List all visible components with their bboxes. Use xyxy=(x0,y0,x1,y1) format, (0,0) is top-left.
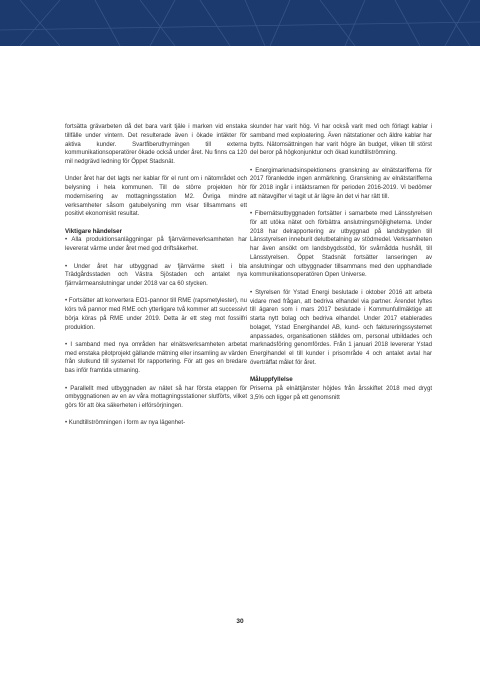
page-number: 30 xyxy=(236,618,244,625)
section-heading: Måluppfyllelse xyxy=(250,376,293,384)
paragraph: Under året har det lagts ner kablar för el runt om i nätområdet och belysning i hela kommunen. Till de större projekten hör modernisering av mottagningsstation M2. Övriga mindre verksamheter såsom gatubelysning mm visar tillsammans ett positivt ekonomiskt resultat. xyxy=(65,176,247,218)
right-column xyxy=(250,123,432,402)
bullet-item: • Under året har utbyggnad av fjärrvärme skett i bla Trädgårdsstaden och Västra Sjöstaden och antalet nya fjärrvärmeanslutningar under 2018 var ca 60 stycken. xyxy=(65,263,247,288)
left-column xyxy=(65,123,247,428)
bullet-item: • Energimarknadsinspektionens granskning av elnätstarifferna för 2017 föranledde ingen anmärkning. Granskning av elnätstarifferna för 2018 ingår i intäktsramen för perioden 2016-2019. Vi bedömer att nätavgifter vi tagit ut är lägre än det vi har rätt till. xyxy=(250,167,432,200)
bullet-item: • Styrelsen för Ystad Energi beslutade i oktober 2016 att arbeta vidare med frågan, att bedriva elhandel via partner. Ärendet lyftes till ägaren som i mars 2017 beslutade i Kommunfullmäktige att starta nytt bolag och bedriva elhandel. Under 2017 etablerades bolaget, Ystad Energihandel AB, kund- och faktureringssystemet anpassades, organisationen ställdes om, personal utbildades och marknadsföring genomfördes. Från 1 januari 2018 levererar Ystad Energihandel el till kunder i prisområde 4 och antalet avtal har överträffat målet för året. xyxy=(250,289,432,366)
bullet-item: • Parallellt med utbyggnaden av nätet så har första etappen för ombyggnationen av en av våra mottagningsstationer slutförts, vilket görs för att öka säkerheten i elförsörjningen. xyxy=(65,385,247,410)
header-banner xyxy=(0,0,480,46)
bullet-item: • Kundtillströmningen i form av nya lägenhet- xyxy=(65,420,186,427)
paragraph: Priserna på elnättjänster höjdes från årsskiftet 2018 med drygt 3,5% och ligger på ett genomsnitt xyxy=(250,385,432,401)
paragraph: fortsätta grävarbeten då det bara varit tjäle i marken vid enstaka tillfälle under vintern. Det resulterade även i ökade intäkter för aktiva kunder. Svartfiberuthyrningen till externa kommunikationsoperatörer ökade också under året. Nu finns ca 120 mil nedgrävd ledning för Öppet Stadsnät. xyxy=(65,124,247,165)
paragraph: skunder har varit hög. Vi har också varit med och förlagt kablar i samband med exploatering. Även nätstationer och äldre kablar har bytts. Nätomsättningen har varit högre än budget, vilken till störst del beror på högkonjunktur och ökad kundtillströmning. xyxy=(250,124,432,157)
bullet-item: • I samband med nya områden har elnätsverksamheten arbetat med enstaka pilotprojekt gällande mätning eller insamling av värden från slutkund till systemet för rapportering. För att ges en bredare bas inför framtida utmaning. xyxy=(65,341,247,375)
banner-pattern-icon xyxy=(0,0,480,46)
bullet-item: • Alla produktionsanläggningar på fjärrvärmeverksamheten har levererat värme under året med god driftsäkerhet. xyxy=(65,237,247,253)
bullet-item: • Fibernätsutbyggnaden fortsätter i samarbete med Länsstyrelsen för att utöka nätet och förbättra anslutningsmöjligheterna. Under 2018 har delrapportering av utbyggnad på landsbygden till Länsstyrelsen inneburit delutbetalning av stödmedel. Verksamheten har även ansökt om landsbygdsstöd, för svårnådda hushåll, till Länsstyrelsen. Öppet Stadsnät fortsätter lanseringen av anslutningar och utbyggnader tillsammans med den upphandlade kommunikationsoperatören Open Universe. xyxy=(250,211,432,279)
section-heading: Viktigare händelser xyxy=(65,227,122,235)
bullet-item: • Fortsätter att konvertera EO1-pannor till RME (rapsmetylester), nu körs två pannor med RME och ytterligare två kommer att successivt börja köras på RME under 2019. Detta är ett steg mot fossilfri produktion. xyxy=(65,298,247,331)
